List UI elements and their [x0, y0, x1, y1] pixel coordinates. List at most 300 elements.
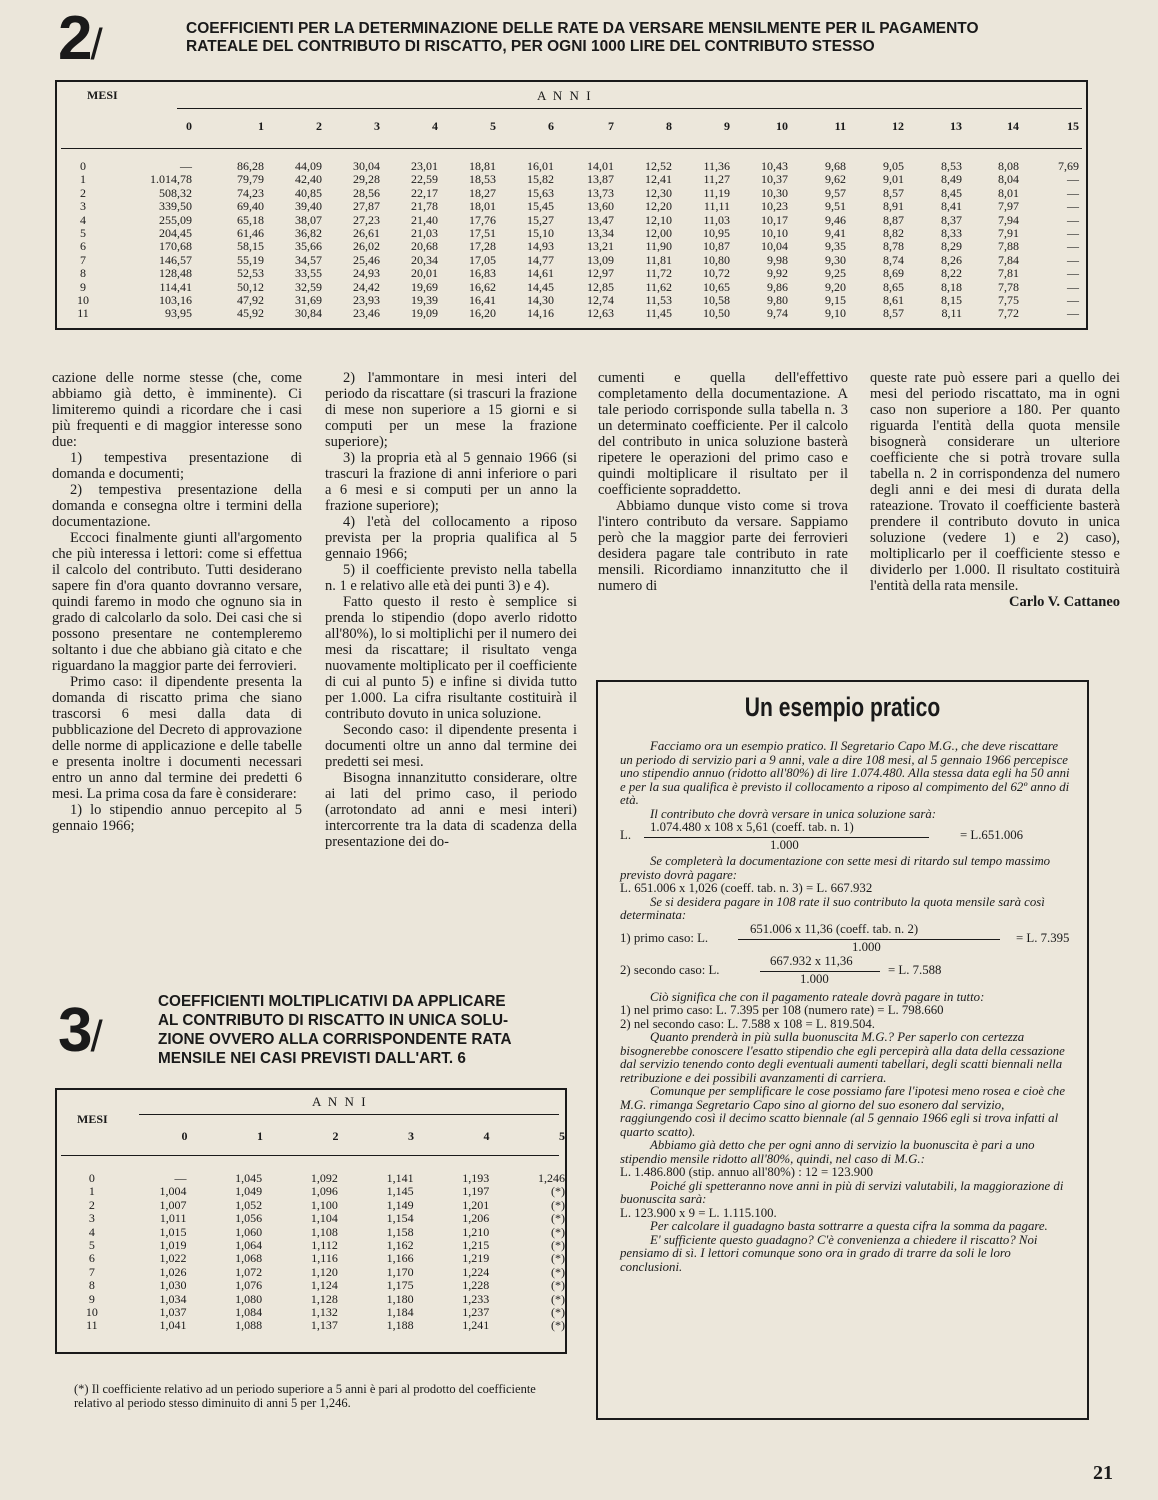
table-2-value-cell: 69,40 [237, 199, 264, 214]
formula-3-prefix: 2) secondo caso: L. [620, 962, 720, 977]
section-3-number: 3/ [58, 996, 101, 1065]
table-2-value-cell: 8,49 [941, 172, 962, 187]
table-3-value-cell: 1,064 [235, 1238, 263, 1253]
table-3-value-cell: 1,128 [310, 1291, 338, 1306]
example-total-1: 1) nel primo caso: L. 7.395 per 108 (numero rate) = L. 798.660 [620, 1003, 944, 1017]
table-2-mesi-label: MESI [87, 88, 118, 102]
table-2-year-header: 2 [316, 119, 322, 133]
table-2-value-cell: 52,53 [237, 266, 264, 281]
formula-2-denominator: 1.000 [852, 939, 881, 954]
table-2-value-cell: 12,85 [587, 279, 614, 294]
table-2-value-cell: 29,28 [353, 172, 380, 187]
table-2-value-cell: 15,82 [527, 172, 554, 187]
table-2-value-cell: 10,23 [761, 199, 788, 214]
table-3-value-cell: 1,154 [386, 1211, 414, 1226]
table-3-row [61, 1279, 565, 1292]
formula-3 [620, 955, 1072, 987]
table-2-value-cell: 21,40 [411, 212, 438, 227]
table-2-value-cell: 339,50 [159, 199, 192, 214]
table-2-value-cell: 9,80 [767, 293, 788, 308]
table-2-value-cell: 10,37 [761, 172, 788, 187]
table-3-row [61, 1266, 565, 1279]
article-paragraph: 1) tempestiva presentazione di domanda e documenti; [52, 450, 302, 482]
table-2-value-cell: 47,92 [237, 293, 264, 308]
table-2-value-cell: 10,58 [703, 293, 730, 308]
table-2-value-cell: 8,01 [998, 185, 1019, 200]
table-3-value-cell: 1,206 [462, 1211, 490, 1226]
table-2-value-cell: 9,20 [825, 279, 846, 294]
table-2-value-cell: 20,68 [411, 239, 438, 254]
table-2-year-header: 4 [432, 119, 438, 133]
table-2-row [59, 227, 1079, 240]
table-2-value-cell: 9,15 [825, 293, 846, 308]
table-3-value-cell: 1,100 [310, 1197, 338, 1212]
table-2-value-cell: 17,05 [469, 252, 496, 267]
table-2-value-cell: 19,09 [411, 306, 438, 321]
table-2-value-cell: 35,66 [295, 239, 322, 254]
table-3-month-cell: 6 [88, 1251, 95, 1266]
table-2-value-cell: 7,88 [998, 239, 1019, 254]
table-3-value-cell: 1,076 [235, 1278, 263, 1293]
table-3-value-cell: 1,162 [386, 1238, 414, 1253]
table-2-value-cell: 11,72 [645, 266, 672, 281]
table-3-value-cell: 1,037 [159, 1305, 187, 1320]
table-2-value-cell: 16,01 [527, 159, 554, 173]
table-2-value-cell: 12,74 [587, 293, 614, 308]
table-2-value-cell: — [1067, 199, 1079, 214]
table-2-value-cell: 8,82 [883, 226, 904, 241]
table-2-value-cell: 25,46 [353, 252, 380, 267]
table-2-value-cell: 12,00 [645, 226, 672, 241]
table-2-value-cell: 11,81 [645, 252, 672, 267]
table-3-value-cell: 1,233 [462, 1291, 490, 1306]
table-2-month-cell: 9 [80, 279, 86, 294]
table-3-value-cell: 1,145 [386, 1184, 414, 1199]
table-3-value-cell: 1,052 [235, 1197, 263, 1212]
table-2-value-cell: 42,40 [295, 172, 322, 187]
example-intro: Facciamo ora un esempio pratico. Il Segretario Capo M.G., che deve riscattare un periodo di servizio pari a 9 anni, vale a dire 108 mesi, al 5 gennaio 1966 percepisce uno stipendio annuo (ridotto all'80%) di lire 1.074.480. Alla stessa data egli ha 50 anni e per la sua qualifica è previsto il collocamento a riposo al compimento del 62º anno di età. [620, 739, 1070, 807]
table-2-value-cell: 10,95 [703, 226, 730, 241]
table-2-value-cell: 39,40 [295, 199, 322, 214]
table-2-header-row [59, 120, 1079, 133]
table-3-value-cell: 1,180 [386, 1291, 414, 1306]
table-3-value-cell: 1,193 [462, 1171, 490, 1185]
table-3-value-cell: 1,246 [538, 1171, 565, 1185]
table-2-value-cell: 22,59 [411, 172, 438, 187]
example-contrib-intro: Il contributo che dovrà versare in unica soluzione sarà: [650, 806, 936, 821]
table-2-value-cell: 9,25 [825, 266, 846, 281]
table-2-value-cell: 11,90 [645, 239, 672, 254]
table-2-value-cell: 12,52 [645, 159, 672, 173]
table-2-value-cell: 13,34 [587, 226, 614, 241]
example-total-2: 2) nel secondo caso: L. 7.588 x 108 = L. 819.504. [620, 1016, 875, 1031]
table-3-value-cell: 1,224 [462, 1264, 490, 1279]
table-3-month-cell: 7 [88, 1264, 95, 1279]
table-2-year-header: 0 [186, 119, 192, 133]
table-3-value-cell: (*) [551, 1197, 565, 1212]
table-2-value-cell: 16,20 [469, 306, 496, 321]
table-2-value-cell: 10,72 [703, 266, 730, 281]
table-2-value-cell: 8,74 [883, 252, 904, 267]
table-3-value-cell: (*) [551, 1305, 565, 1320]
table-2-value-cell: 13,60 [587, 199, 614, 214]
table-3-month-cell: 0 [88, 1171, 95, 1185]
table-3-value-cell: 1,080 [235, 1291, 263, 1306]
table-2-value-cell: 9,51 [825, 199, 846, 214]
table-2-value-cell: 14,77 [527, 252, 554, 267]
table-2-value-cell: 9,46 [825, 212, 846, 227]
table-3-value-cell: 1,215 [462, 1238, 490, 1253]
table-3-value-cell: (*) [551, 1211, 565, 1226]
table-2-value-cell: 9,86 [767, 279, 788, 294]
table-3-value-cell: 1,022 [159, 1251, 187, 1266]
table-3-value-cell: 1,015 [159, 1224, 187, 1239]
table-2-title-line-2: RATEALE DEL CONTRIBUTO DI RISCATTO, PER OGNI 1000 LIRE DEL CONTRIBUTO STESSO [186, 38, 875, 55]
article-paragraph: Eccoci finalmente giunti all'argomento che più interessa i lettori: come si effettua il calcolo del contributo. Tutti desiderano sapere fin d'ora quanto dovranno versare, quindi faremo in modo che ognuno sia in grado di calcolarlo da solo. Dei casi che si possono presentare ne contempleremo soltanto i due che abbiano già citato e che riguardano la maggior parte dei ferrovieri. [52, 530, 302, 674]
table-2-row [59, 281, 1079, 294]
example-ipotesi: Comunque per semplificare le cose possiamo fare l'ipotesi meno rosea e cioè che M.G. rimanga Segretario Capo sino al giorno del suo esonero dal servizio, raggiungendo così il decimo scatto biennale (al 5 gennaio 1966 egli si trova infatti al quarto scatto). [620, 1084, 1065, 1139]
table-2-value-cell: 170,68 [159, 239, 192, 254]
table-2-value-cell: 8,53 [941, 159, 962, 173]
table-3-value-cell: 1,004 [159, 1184, 187, 1199]
table-3-value-cell: 1,241 [462, 1318, 490, 1333]
table-2-value-cell: 11,62 [645, 279, 672, 294]
formula-1-denominator: 1.000 [770, 838, 799, 852]
table-2-month-cell: 3 [80, 199, 86, 214]
table-3-year-header: 3 [407, 1129, 414, 1143]
article-paragraph: 1) lo stipendio annuo percepito al 5 gennaio 1966; [52, 802, 302, 834]
table-2-value-cell: 11,03 [703, 212, 730, 227]
table-2-value-cell: — [1067, 306, 1079, 321]
table-2-value-cell: 30,84 [295, 306, 322, 321]
table-3-value-cell: 1,026 [159, 1264, 187, 1279]
table-2-row [59, 240, 1079, 253]
article-paragraph: Abbiamo dunque visto come si trova l'intero contributo da versare. Sappiamo però che la maggior parte dei ferrovieri desidera pagare tale contributo in rate mensili. Ricordiamo innanzitutto che il numero di [598, 498, 848, 594]
article-paragraph: 5) il coefficiente previsto nella tabella n. 1 e relativo alle età dei punti 3) e 4). [325, 562, 577, 594]
table-3-year-header: 5 [559, 1129, 565, 1143]
table-2-value-cell: 12,41 [645, 172, 672, 187]
table-2-value-cell: 50,12 [237, 279, 264, 294]
table-3-value-cell: 1,166 [386, 1251, 414, 1266]
table-2-year-header: 1 [258, 119, 264, 133]
table-2-value-cell: 10,17 [761, 212, 788, 227]
table-3-value-cell: 1,219 [462, 1251, 490, 1266]
table-2-value-cell: 93,95 [165, 306, 192, 321]
table-2-value-cell: 15,45 [527, 199, 554, 214]
table-2-value-cell: 15,63 [527, 185, 554, 200]
table-2-row [59, 187, 1079, 200]
table-2-value-cell: 9,35 [825, 239, 846, 254]
table-2-row [59, 254, 1079, 267]
table-2-year-header: 5 [490, 119, 496, 133]
table-3-month-cell: 1 [88, 1184, 95, 1199]
table-3-value-cell: 1,197 [462, 1184, 490, 1199]
table-2-value-cell: 14,45 [527, 279, 554, 294]
table-2-value-cell: 20,34 [411, 252, 438, 267]
table-2-value-cell: 8,22 [941, 266, 962, 281]
table-3-title-line: MENSILE NEI CASI PREVISTI DALL'ART. 6 [158, 1050, 466, 1067]
table-2-value-cell: 30,04 [353, 159, 380, 173]
table-2-year-header: 10 [776, 119, 788, 133]
table-3-value-cell: 1,011 [159, 1211, 187, 1226]
table-2-body [59, 160, 1079, 321]
table-2-value-cell: 9,41 [825, 226, 846, 241]
example-calc-maggiorazione: L. 123.900 x 9 = L. 1.115.100. [620, 1205, 777, 1220]
table-2-value-cell: 22,17 [411, 185, 438, 200]
table-2-year-header: 14 [1007, 119, 1019, 133]
table-3-row [61, 1199, 565, 1212]
table-2-value-cell: 11,11 [703, 199, 730, 214]
formula-1 [620, 821, 1072, 851]
table-2-year-header: 6 [548, 119, 554, 133]
page-number: 21 [1093, 1462, 1113, 1484]
table-2-value-cell: 8,41 [941, 199, 962, 214]
table-3-value-cell: 1,072 [235, 1264, 263, 1279]
table-2-value-cell: 8,91 [883, 199, 904, 214]
table-3-footnote: (*) Il coefficiente relativo ad un periodo superiore a 5 anni è pari al prodotto del coefficiente relativo al periodo stesso diminuito di anni 5 per 1,246. [74, 1382, 536, 1410]
table-2-value-cell: 14,93 [527, 239, 554, 254]
table-3-title-line: AL CONTRIBUTO DI RISCATTO IN UNICA SOLU- [158, 1012, 509, 1029]
table-3-row [61, 1293, 565, 1306]
table-3-anni-label: A N N I [312, 1094, 368, 1109]
table-2-value-cell: 8,37 [941, 212, 962, 227]
table-3-value-cell: (*) [551, 1278, 565, 1293]
table-3-row [61, 1306, 565, 1319]
table-2-month-cell: 11 [77, 306, 89, 321]
formula-1-numerator: 1.074.480 x 108 x 5,61 (coeff. tab. n. 1) [650, 820, 854, 834]
table-3-title-line: ZIONE OVVERO ALLA CORRISPONDENTE RATA [158, 1031, 512, 1048]
example-late-intro: Se completerà la documentazione con sette mesi di ritardo sul tempo massimo previsto dovrà pagare: [620, 854, 1051, 882]
table-3-month-cell: 2 [88, 1197, 95, 1212]
table-2-row [59, 200, 1079, 213]
table-3-value-cell: 1,141 [386, 1171, 414, 1185]
table-2-value-cell: 21,78 [411, 199, 438, 214]
table-2-value-cell: 19,39 [411, 293, 438, 308]
formula-2-result: = L. 7.395 [1016, 930, 1070, 945]
example-buonuscita: Quanto prenderà in più sulla buonuscita M.G.? Per saperlo con certezza bisognerebbe conoscere l'esatto stipendio che egli percepirà alla data della cessazione dal servizio tenendo conto degli eventuali aumenti tabellari, degli scatti biennali nella retribuzione e dei possibili avanzamenti di carriera. [620, 1030, 1065, 1085]
table-2-value-cell: 13,47 [587, 212, 614, 227]
table-3-row [61, 1185, 565, 1198]
table-2-title-line-1: COEFFICIENTI PER LA DETERMINAZIONE DELLE RATE DA VERSARE MENSILMENTE PER IL PAGAMENTO [186, 20, 979, 37]
table-2-value-cell: 8,69 [883, 266, 904, 281]
table-2-value-cell: 26,02 [353, 239, 380, 254]
table-2-value-cell: 15,27 [527, 212, 554, 227]
table-3-year-header: 1 [256, 1129, 263, 1143]
table-3-row [61, 1252, 565, 1265]
table-2-value-cell: 31,69 [295, 293, 322, 308]
table-3-value-cell: 1,041 [159, 1318, 187, 1333]
example-title: Un esempio pratico [744, 692, 941, 722]
table-2-value-cell: 15,10 [527, 226, 554, 241]
table-3-value-cell: 1,188 [386, 1318, 414, 1333]
table-2-value-cell: 8,61 [883, 293, 904, 308]
table-3-body [61, 1172, 565, 1333]
table-3-value-cell: 1,056 [235, 1211, 263, 1226]
table-2-value-cell: 9,10 [825, 306, 846, 321]
table-2-value-cell: 19,69 [411, 279, 438, 294]
table-2-value-cell: 7,94 [998, 212, 1019, 227]
example-guadagno: Per calcolare il guadagno basta sottrarre a questa cifra la somma da pagare. [650, 1219, 1048, 1233]
table-2-value-cell: 8,26 [941, 252, 962, 267]
table-2-value-cell: — [1067, 226, 1079, 241]
table-3-value-cell: 1,170 [386, 1264, 414, 1279]
table-2-year-header: 11 [834, 119, 846, 133]
table-2-anni-label: A N N I [537, 88, 593, 103]
article-column-4 [870, 370, 1120, 610]
formula-3-result: = L. 7.588 [888, 962, 942, 977]
article-paragraph: Bisogna innanzitutto considerare, oltre ai lati del primo caso, il periodo (arrotondato ad anni e mesi interi) intercorrente tra la data di scadenza della presentazione dei do- [325, 770, 577, 850]
table-2-month-cell: 1 [80, 172, 86, 187]
table-2-value-cell: 45,92 [237, 306, 264, 321]
table-2-value-cell: — [1067, 279, 1079, 294]
table-3-value-cell: 1,104 [310, 1211, 338, 1226]
table-3-row [61, 1212, 565, 1225]
table-3-value-cell: 1,132 [310, 1305, 338, 1320]
table-2-value-cell: 8,45 [941, 185, 962, 200]
table-2-year-header: 9 [724, 119, 730, 133]
table-2-value-cell: 27,87 [353, 199, 380, 214]
table-3-month-cell: 10 [85, 1305, 98, 1320]
table-2-value-cell: 8,57 [883, 185, 904, 200]
table-2-value-cell: 13,21 [587, 239, 614, 254]
table-3-title [158, 992, 512, 1068]
table-2-month-cell: 0 [80, 159, 86, 173]
table-3-value-cell: 1,120 [310, 1264, 338, 1279]
formula-3-numerator: 667.932 x 11,36 [770, 953, 853, 968]
table-3-value-cell: 1,175 [386, 1278, 414, 1293]
table-2-value-cell: 12,10 [645, 212, 672, 227]
table-2-value-cell: — [1067, 239, 1079, 254]
table-2-value-cell: 508,32 [159, 185, 192, 200]
table-2-month-cell: 8 [80, 266, 86, 281]
table-2-value-cell: 7,78 [998, 279, 1019, 294]
table-2-month-cell: 7 [80, 252, 86, 267]
table-2-value-cell: 11,36 [703, 159, 730, 173]
table-2-value-cell: — [1067, 212, 1079, 227]
table-2-value-cell: — [1067, 185, 1079, 200]
table-3-month-cell: 4 [88, 1224, 95, 1239]
table-2-value-cell: 7,72 [998, 306, 1019, 321]
table-2-value-cell: 8,11 [941, 306, 962, 321]
table-2-value-cell: 7,97 [998, 199, 1019, 214]
table-3-value-cell: 1,060 [235, 1224, 263, 1239]
formula-2 [620, 923, 1072, 955]
section-2-number: 2/ [58, 4, 101, 73]
table-2-value-cell: 255,09 [159, 212, 192, 227]
table-2-value-cell: 10,04 [761, 239, 788, 254]
example-box [596, 680, 1089, 1420]
table-3-row [61, 1226, 565, 1239]
table-2-value-cell: 9,62 [825, 172, 846, 187]
table-3-value-cell: 1,068 [235, 1251, 263, 1266]
table-3-value-cell: 1,034 [159, 1291, 187, 1306]
table-2-value-cell: 17,28 [469, 239, 496, 254]
table-3-month-cell: 3 [88, 1211, 95, 1226]
table-2-value-cell: 9,68 [825, 159, 846, 173]
table-2-value-cell: 17,51 [469, 226, 496, 241]
table-2-value-cell: 24,93 [353, 266, 380, 281]
table-2-value-cell: 8,18 [941, 279, 962, 294]
table-2-value-cell: 13,09 [587, 252, 614, 267]
table-2-value-cell: — [1067, 252, 1079, 267]
table-3-value-cell: 1,088 [235, 1318, 263, 1333]
example-calc-stipendio: L. 1.486.800 (stip. annuo all'80%) : 12 = 123.900 [620, 1165, 873, 1179]
table-3-value-cell: (*) [551, 1251, 565, 1266]
table-2-value-cell: 10,80 [703, 252, 730, 267]
table-2-row [59, 214, 1079, 227]
table-3-value-cell: 1,108 [310, 1224, 338, 1239]
table-3-header-corner [61, 1128, 124, 1145]
table-2-value-cell: 128,48 [159, 266, 192, 281]
table-2-value-cell: 11,19 [703, 185, 730, 200]
table-3-mesi-label: MESI [77, 1112, 108, 1126]
table-2-value-cell: 10,10 [761, 226, 788, 241]
table-2-value-cell: 8,04 [998, 172, 1019, 187]
table-3-value-cell: 1,019 [159, 1238, 187, 1253]
table-3-value-cell: 1,124 [310, 1278, 338, 1293]
table-2-value-cell: 18,27 [469, 185, 496, 200]
table-2-value-cell: 8,65 [883, 279, 904, 294]
table-2-value-cell: — [1067, 266, 1079, 281]
table-2-value-cell: 74,23 [237, 185, 264, 200]
table-3-row [61, 1319, 565, 1332]
table-2-value-cell: 65,18 [237, 212, 264, 227]
table-2-value-cell: 11,53 [645, 293, 672, 308]
table-2-year-header: 15 [1067, 119, 1079, 133]
table-2-value-cell: 23,46 [353, 306, 380, 321]
table-2-value-cell: 14,30 [527, 293, 554, 308]
article-paragraph: 3) la propria età al 5 gennaio 1966 (si trascuri la frazione di anni inferiore o pari a 6 mesi e si computi per un anno la frazione superiore); [325, 450, 577, 514]
table-3-year-header: 2 [332, 1129, 339, 1143]
article-column-1 [52, 370, 302, 834]
table-2-value-cell: 8,08 [998, 159, 1019, 173]
table-3-value-cell: 1,137 [310, 1318, 338, 1333]
article-paragraph: Secondo caso: il dipendente presenta i documenti oltre un anno dal termine dei predetti sei mesi. [325, 722, 577, 770]
table-2-month-cell: 4 [80, 212, 86, 227]
table-2-value-cell: 11,45 [645, 306, 672, 321]
table-2-value-cell: 27,23 [353, 212, 380, 227]
table-2-value-cell: 44,09 [295, 159, 322, 173]
example-total-intro: Ciò significa che con il pagamento rateale dovrà pagare in tutto: [650, 989, 985, 1004]
table-2-value-cell: 18,81 [469, 159, 496, 173]
table-2-value-cell: — [1067, 293, 1079, 308]
table-2-value-cell: 10,50 [703, 306, 730, 321]
table-2-value-cell: 9,98 [767, 252, 788, 267]
table-2-value-cell: 7,81 [998, 266, 1019, 281]
example-poiche: Poiché gli spetteranno nove anni in più di servizi valutabili, la maggiorazione di buonuscita sarà: [620, 1178, 1064, 1206]
table-2-value-cell: 16,62 [469, 279, 496, 294]
table-2-value-cell: 7,75 [998, 293, 1019, 308]
example-body [620, 740, 1072, 1274]
table-2-value-cell: 21,03 [411, 226, 438, 241]
table-3-header-row [61, 1128, 565, 1145]
article-paragraph: queste rate può essere pari a quello dei mesi del periodo riscattato, ma in ogni caso non superiore a 180. Per quanto riguarda l'entità della quota mensile bisognerà considerare un ulteriore coefficiente che si potrà trovare sulla tabella n. 2 in corrispondenza del numero degli anni e dei mesi di durata della rateazione. Trovato il coefficiente basterà prendere il contributo dovuto in unica soluzione (vedere 1) e 2) caso), moltiplicarlo per il coefficiente stesso e dividerlo per 1.000. Il risultato costituirà l'entità della rata mensile. [870, 370, 1120, 594]
article-paragraph: Primo caso: il dipendente presenta la domanda di riscatto prima che siano trascorsi 6 mesi dalla data di pubblicazione del Decreto di approvazione delle norme di applicazione e delle tabelle e presenta inoltre i documenti necessari entro un anno dal termine dei predetti 6 mesi. La prima cosa da fare è considerare: [52, 674, 302, 802]
table-3-value-cell: 1,045 [235, 1171, 263, 1185]
table-3-row [61, 1172, 565, 1185]
table-2-value-cell: 12,63 [587, 306, 614, 321]
formula-2-numerator: 651.006 x 11,36 (coeff. tab. n. 2) [750, 921, 919, 936]
example-final: E' sufficiente questo guadagno? C'è convenienza a chiedere il riscatto? Noi pensiamo di sì. I lettori comunque sono ora in grado di trarre da soli le loro conclusioni. [620, 1232, 1038, 1274]
table-2-row [59, 307, 1079, 320]
article-author: Carlo V. Cattaneo [1008, 594, 1120, 610]
table-3-value-cell: (*) [551, 1238, 565, 1253]
table-2-year-header: 3 [374, 119, 380, 133]
table-2-value-cell: 34,57 [295, 252, 322, 267]
formula-2-prefix: 1) primo caso: L. [620, 930, 709, 945]
table-2-value-cell: 16,41 [469, 293, 496, 308]
table-2-value-cell: 38,07 [295, 212, 322, 227]
